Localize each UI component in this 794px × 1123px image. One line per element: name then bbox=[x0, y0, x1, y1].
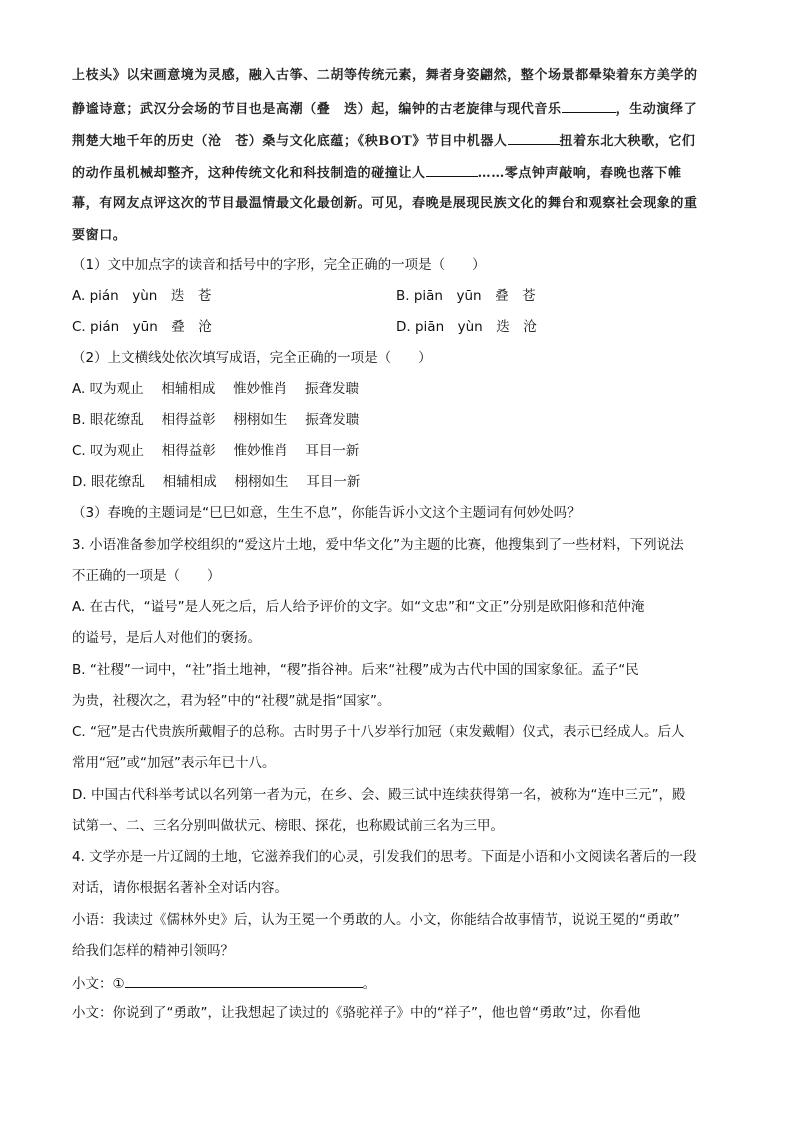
q2-option-a[interactable]: A. 叹为观止 相辅相成 惟妙惟肖 振聋发聩 bbox=[72, 381, 359, 397]
passage-line-5: 幕，有网友点评这次的节目最温情最文化最创新。可见，春晚是展现民族文化的舞台和观察社会现象的重 bbox=[72, 196, 698, 211]
passage-line-6: 要窗口。 bbox=[72, 228, 127, 243]
q2-stem: （2）上文横线处依次填写成语，完全正确的一项是（ ） bbox=[72, 350, 432, 366]
question-3-option-d-line-2: 试第一、二、三名分别叫做状元、榜眼、探花，也称殿试前三名为三甲。 bbox=[72, 818, 504, 834]
passage-line-3-tail: 扭着东北大秧歌，它们 bbox=[559, 134, 696, 149]
answer-prefix: 小文：① bbox=[72, 976, 125, 992]
q1-option-c[interactable]: C. pián yūn 叠 沧 bbox=[72, 319, 212, 335]
dialogue-xiaoyu-line-2: 给我们怎样的精神引领吗？ bbox=[72, 943, 234, 959]
q1-stem: （1）文中加点字的读音和括号中的字形，完全正确的一项是（ ） bbox=[72, 257, 486, 273]
passage-line-2-text: 静谧诗意；武汉分会场的节目也是高潮（叠 迭）起，编钟的古老旋律与现代音乐 bbox=[72, 102, 562, 117]
question-3-line-1: 3. 小语准备参加学校组织的“爱这片土地，爱中华文化”为主题的比赛，他搜集到了一些材料，下列说法 bbox=[72, 537, 684, 553]
passage-line-4-tail: ……零点钟声敲响，春晚也落下帷 bbox=[477, 166, 682, 181]
fill-blank-3[interactable] bbox=[426, 162, 478, 177]
passage-line-3 bbox=[72, 130, 696, 152]
question-3-option-a-line-2: 的谥号，是后人对他们的褒扬。 bbox=[72, 630, 261, 646]
dialogue-xiaoyu-line-1: 小语：我读过《儒林外史》后，认为王冕一个勇敢的人。小文，你能结合故事情节，说说王冕的“勇敢” bbox=[72, 912, 680, 928]
passage-line-3-text: 荆楚大地千年的历史（沧 苍）桑与文化底蕴；《秧BOT》节目中机器人 bbox=[72, 134, 508, 149]
question-4-line-1: 4. 文学亦是一片辽阔的土地，它滋养我们的心灵，引发我们的思考。下面是小语和小文阅读名著后的一段 bbox=[72, 849, 697, 865]
passage-line-2 bbox=[72, 98, 697, 120]
q2-option-d[interactable]: D. 眼花缭乱 相辅相成 栩栩如生 耳目一新 bbox=[72, 474, 361, 490]
question-3-option-c-line-1[interactable]: C. “冠”是古代贵族所戴帽子的总称。古时男子十八岁举行加冠（束发戴帽）仪式，表示已经成人。后人 bbox=[72, 724, 685, 740]
q1-option-d[interactable]: D. piān yùn 迭 沧 bbox=[396, 319, 537, 335]
q1-option-a[interactable]: A. pián yùn 迭 苍 bbox=[72, 288, 212, 304]
fill-blank-1[interactable] bbox=[562, 98, 616, 113]
question-3-option-d-line-1[interactable]: D. 中国古代科举考试以名列第一者为元，在乡、会、殿三试中连续获得第一名，被称为“连中三元”，殿 bbox=[72, 787, 686, 803]
question-3-line-2: 不正确的一项是（ ） bbox=[72, 568, 221, 584]
question-3-option-c-line-2: 常用“冠”或“加冠”表示年已十八。 bbox=[72, 755, 276, 771]
question-3-option-b-line-1[interactable]: B. “社稷”一词中，“社”指土地神，“稷”指谷神。后来“社稷”成为古代中国的国家象征。孟子“民 bbox=[72, 662, 639, 678]
q3-stem: （3）春晚的主题词是“巳巳如意，生生不息”，你能告诉小文这个主题词有何妙处吗？ bbox=[72, 505, 581, 521]
answer-suffix: 。 bbox=[362, 976, 377, 992]
q1-option-b[interactable]: B. piān yūn 叠 苍 bbox=[396, 288, 536, 304]
passage-line-1: 上枝头》以宋画意境为灵感，融入古筝、二胡等传统元素，舞者身姿翩然，整个场景都晕染着东方美学的 bbox=[72, 68, 698, 83]
passage-line-4 bbox=[72, 162, 682, 184]
question-3-option-b-line-2: 为贵，社稷次之，君为轻”中的“社稷”就是指“国家”。 bbox=[72, 693, 391, 709]
dialogue-xiaowen-line: 小文：你说到了“勇敢”，让我想起了读过的《骆驼祥子》中的“祥子”，他也曾“勇敢”过，你看他 bbox=[72, 1005, 641, 1021]
fill-blank-2[interactable] bbox=[508, 130, 560, 145]
passage-line-4-text: 的动作虽机械却整齐，这种传统文化和科技制造的碰撞让人 bbox=[72, 166, 426, 181]
dialogue-xiaowen-answer bbox=[72, 972, 376, 994]
answer-blank[interactable] bbox=[125, 972, 363, 988]
question-4-line-2: 对话，请你根据名著补全对话内容。 bbox=[72, 880, 288, 896]
question-3-option-a-line-1[interactable]: A. 在古代，“谥号”是人死之后，后人给予评价的文字。如“文忠”和“文正”分别是欧阳修和范仲淹 bbox=[72, 599, 645, 615]
q2-option-c[interactable]: C. 叹为观止 相得益彰 惟妙惟肖 耳目一新 bbox=[72, 443, 360, 459]
q2-option-b[interactable]: B. 眼花缭乱 相得益彰 栩栩如生 振聋发聩 bbox=[72, 412, 360, 428]
passage-line-2-tail: ，生动演绎了 bbox=[615, 102, 698, 117]
